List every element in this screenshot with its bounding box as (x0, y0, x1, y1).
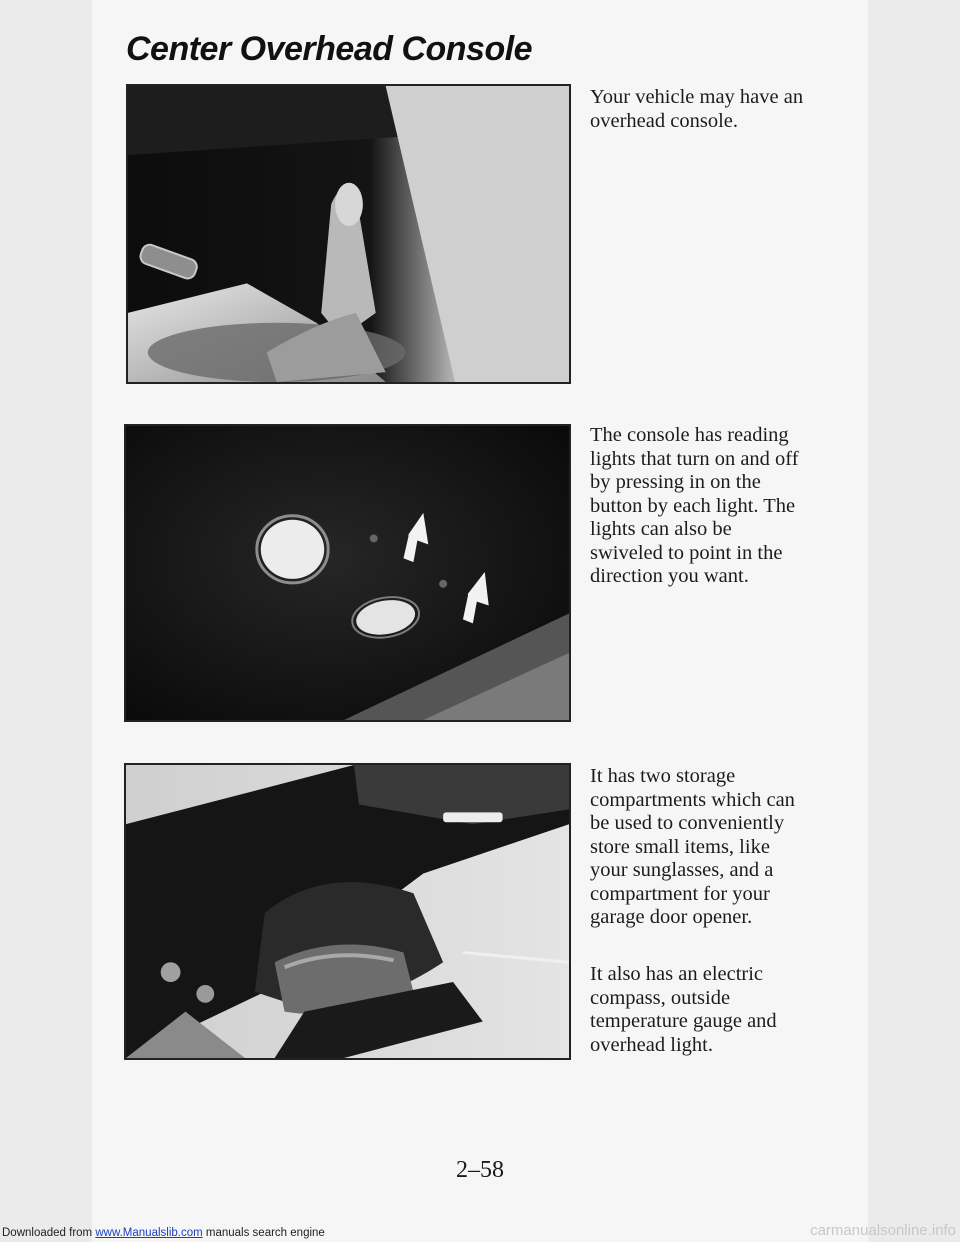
download-footer (2, 1227, 325, 1239)
footer-suffix: manuals search engine (202, 1227, 325, 1239)
photo-console-button (126, 84, 571, 384)
photo-storage-compartments (124, 763, 571, 1060)
manualslib-link[interactable]: www.Manualslib.com (95, 1227, 203, 1239)
storage-paragraph: It has two storage compartments which can be used to conveniently store small items, like your sunglasses, and a compartment for your garage door opener. (590, 765, 795, 928)
compass-paragraph: It also has an electric compass, outside temperature gauge and overhead light. (590, 963, 777, 1056)
footer-prefix: Downloaded from (2, 1227, 96, 1239)
page-title: Center Overhead Console (126, 30, 533, 68)
page-number: 2–58 (456, 1157, 504, 1183)
reading-lights-paragraph: The console has reading lights that turn on and off by pressing in on the button by each light. The lights can also be swiveled to point in the direction you want. (590, 424, 799, 587)
watermark: carmanualsonline.info (810, 1222, 956, 1239)
photo-reading-lights (124, 424, 571, 722)
intro-paragraph: Your vehicle may have an overhead console. (590, 86, 804, 132)
